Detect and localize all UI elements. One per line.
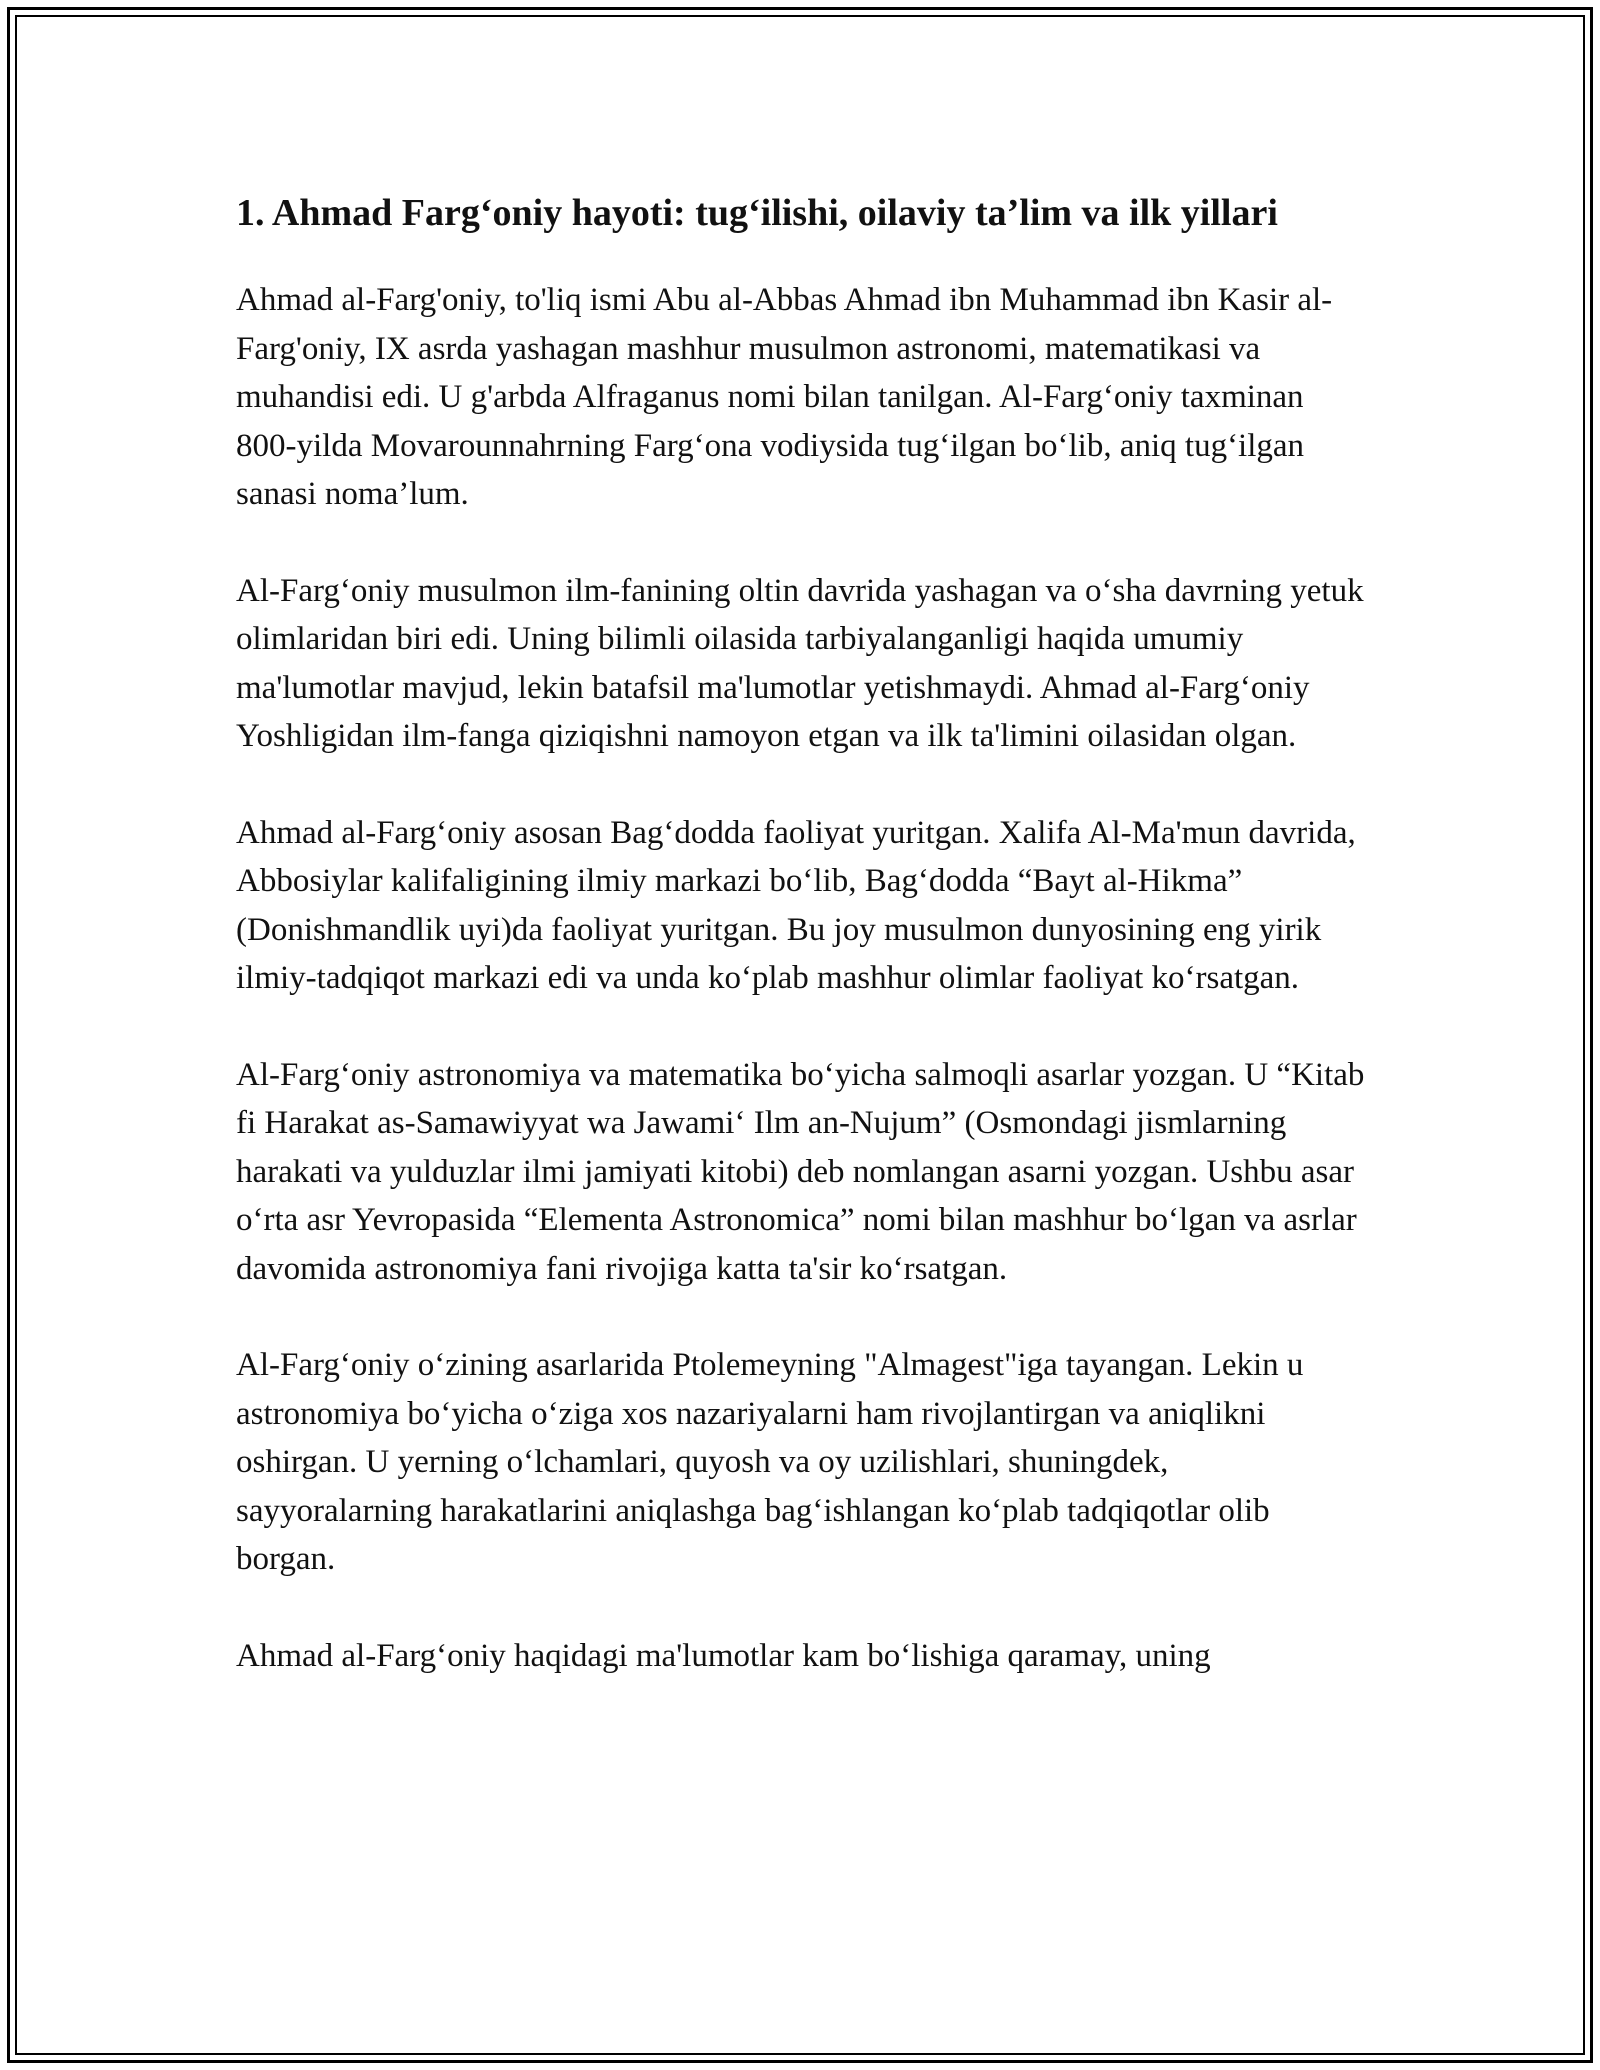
paragraph-works: Al-Farg‘oniy astronomiya va matematika bo‘yicha salmoqli asarlar yozgan. U “Kitab fi Harakat as-Samawiyyat wa Jawami‘ Ilm an-Nujum” (Osmondagi jismlarning harakati va yulduzlar ilmi jamiyati kitobi) deb nomlangan asarni yozgan. Ushbu asar o‘rta asr Yevropasida “Elementa Astronomica” nomi bilan mashhur bo‘lgan va asrlar davomida astronomiya fani rivojiga katta ta'sir ko‘rsatgan. <box>236 1056 1365 1287</box>
paragraph-family-education: Al-Farg‘oniy musulmon ilm-fanining oltin davrida yashagan va o‘sha davrning yetuk olimlaridan biri edi. Uning bilimli oilasida tarbiyalanganligi haqida umumiy ma'lumotlar mavjud, lekin batafsil ma'lumotlar yetishmaydi. Ahmad al-Farg‘oniy Yoshligidan ilm-fanga qiziqishni namoyon etgan va ilk ta'limini oilasidan olgan. <box>236 572 1364 754</box>
document-body <box>236 186 1366 1728</box>
paragraph-legacy: Ahmad al-Farg‘oniy haqidagi ma'lumotlar kam bo‘lishiga qaramay, uning <box>236 1637 1211 1674</box>
paragraph-birth: Ahmad al-Farg'oniy, to'liq ismi Abu al-Abbas Ahmad ibn Muhammad ibn Kasir al-Farg'oniy, IX asrda yashagan mashhur musulmon astronomi, matematikasi va muhandisi edi. U g'arbda Alfraganus nomi bilan tanilgan. Al-Farg‘oniy taxminan 800-yilda Movarounnahrning Farg‘ona vodiysida tug‘ilgan bo‘lib, aniq tug‘ilgan sanasi noma’lum. <box>236 282 1333 512</box>
paragraph-baghdad: Ahmad al-Farg‘oniy asosan Bag‘dodda faoliyat yuritgan. Xalifa Al-Ma'mun davrida, Abbosiylar kalifaligining ilmiy markazi bo‘lib, Bag‘dodda “Bayt al-Hikma” (Donishmandlik uyi)da faoliyat yuritgan. Bu joy musulmon dunyosining eng yirik ilmiy-tadqiqot markazi edi va unda ko‘plab mashhur olimlar faoliyat ko‘rsatgan. <box>236 814 1356 996</box>
section-heading: 1. Ahmad Farg‘oniy hayoti: tug‘ilishi, oilaviy ta’lim va ilk yillari <box>236 192 1278 234</box>
paragraph-almagest: Al-Farg‘oniy o‘zining asarlarida Ptolemeyning "Almagest"iga tayangan. Lekin u astronomiya bo‘yicha o‘ziga xos nazariyalarni ham rivojlantirgan va aniqlikni oshirgan. U yerning o‘lchamlari, quyosh va oy uzilishlari, shuningdek, sayyoralarning harakatlarini aniqlashga bag‘ishlangan ko‘plab tadqiqotlar olib borgan. <box>236 1347 1304 1577</box>
